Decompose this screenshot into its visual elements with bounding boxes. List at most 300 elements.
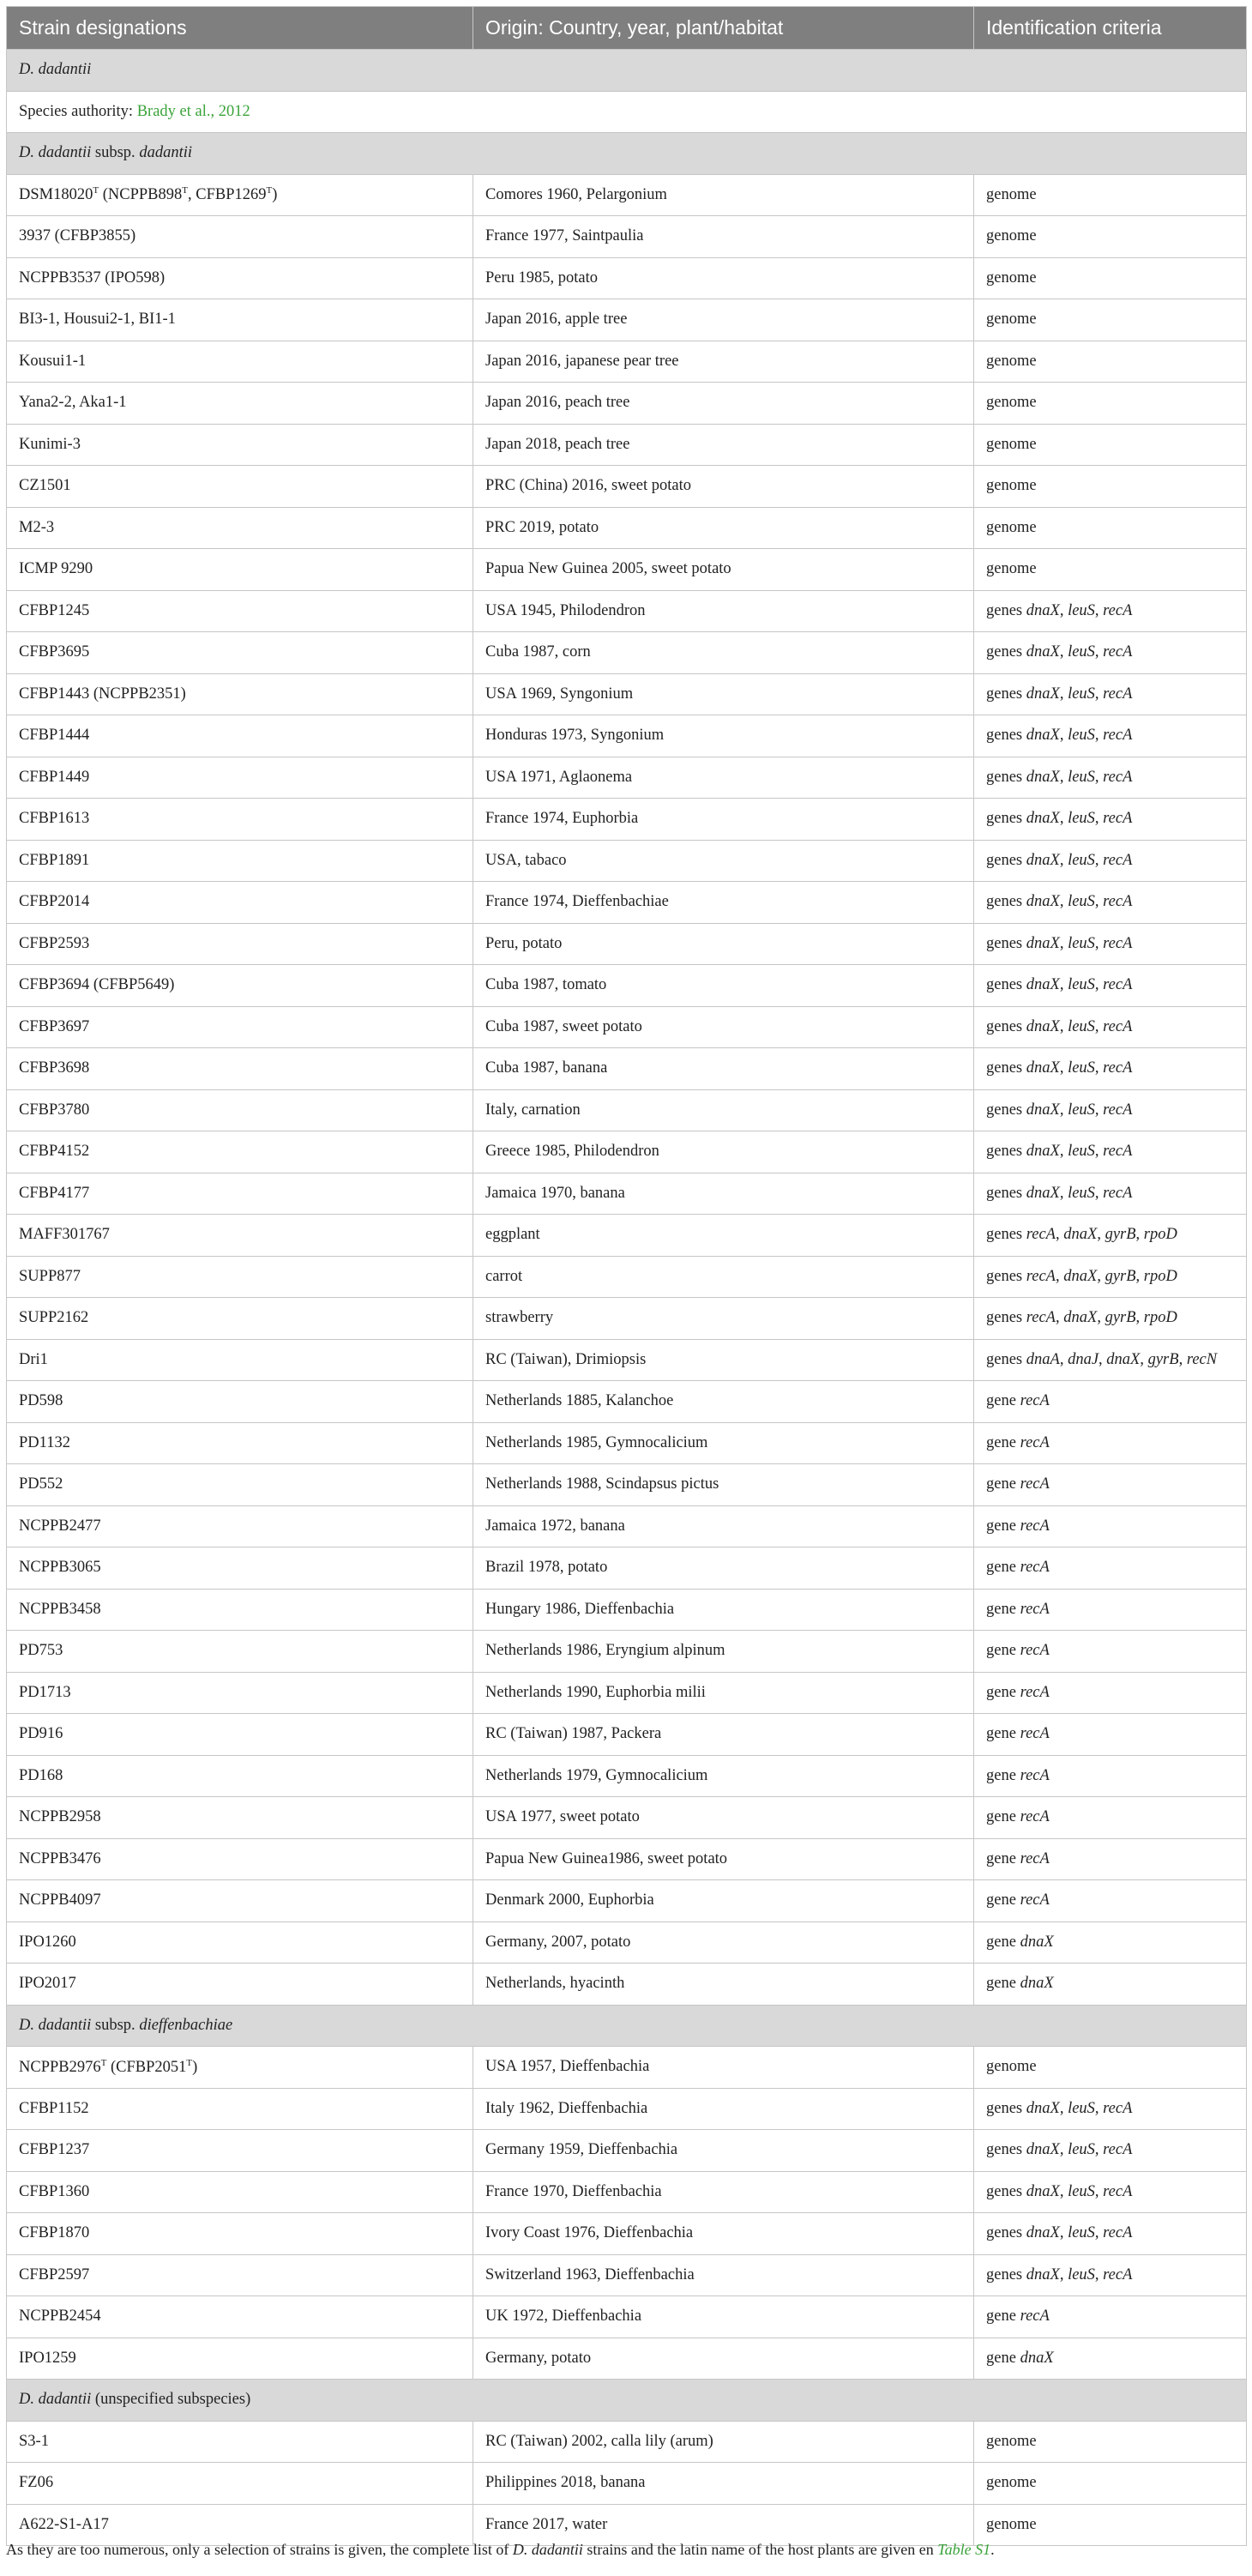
text-run: recA (1020, 1849, 1050, 1867)
criteria-cell (974, 2130, 1247, 2172)
text-run: T (266, 185, 273, 196)
text-run: , (1094, 1017, 1104, 1035)
strain-cell (7, 257, 473, 299)
criteria-cell (974, 174, 1247, 216)
table-row (7, 2296, 1247, 2338)
text-run: genes (986, 1350, 1026, 1368)
strain-cell (7, 2088, 473, 2130)
text-run: PD1713 (19, 1683, 71, 1701)
table-row (7, 2088, 1247, 2130)
text-run: leuS (1068, 976, 1095, 994)
text-run: IPO2017 (19, 1975, 76, 1993)
text-run: genes (986, 727, 1026, 745)
origin-cell: Cuba 1987, tomato (473, 965, 974, 1007)
table-row (7, 840, 1247, 882)
table-row (7, 257, 1247, 299)
strain-cell (7, 2047, 473, 2089)
text-run: dnaX (1026, 1017, 1060, 1035)
text-run: , (1059, 893, 1068, 911)
text-run: recA (1103, 2099, 1133, 2117)
text-run: CFBP1444 (19, 727, 90, 745)
text-run: genome (986, 518, 1037, 536)
criteria-cell (974, 1964, 1247, 2006)
table-row (7, 923, 1247, 965)
text-run: gene (986, 1642, 1020, 1660)
text-run: dnaX (1026, 685, 1060, 703)
strain-cell (7, 1714, 473, 1756)
strain-cell (7, 1381, 473, 1423)
strain-cell (7, 2171, 473, 2213)
criteria-cell (974, 257, 1247, 299)
text-run: recA (1103, 893, 1133, 911)
criteria-cell (974, 1755, 1247, 1797)
text-run: PD168 (19, 1766, 63, 1784)
text-run: CFBP4177 (19, 1184, 90, 1202)
table-row (7, 673, 1247, 715)
origin-cell: Switzerland 1963, Dieffenbachia (473, 2254, 974, 2296)
table-row (7, 424, 1247, 466)
section-title-subspecies: dieffenbachiae (139, 2016, 233, 2034)
strain-cell (7, 1089, 473, 1131)
table-row (7, 299, 1247, 341)
origin-cell: France 1974, Dieffenbachiae (473, 882, 974, 924)
text-run: genome (986, 268, 1037, 287)
table-row (7, 1298, 1247, 1340)
text-run: genes (986, 851, 1026, 869)
text-run: genome (986, 2515, 1037, 2533)
text-run: leuS (1068, 851, 1095, 869)
text-run: leuS (1068, 2265, 1095, 2283)
text-run: rpoD (1143, 1309, 1177, 1327)
text-run: , (1094, 1143, 1104, 1161)
text-run: , (1135, 1267, 1144, 1285)
origin-cell: Honduras 1973, Syngonium (473, 715, 974, 757)
origin-cell: Netherlands 1979, Gymnocalicium (473, 1755, 974, 1797)
criteria-cell (974, 2463, 1247, 2505)
text-run: genome (986, 311, 1037, 329)
criteria-cell (974, 1672, 1247, 1714)
text-run: , (1094, 727, 1104, 745)
section-title (7, 2380, 1247, 2422)
origin-cell: Japan 2016, peach tree (473, 383, 974, 425)
text-run: recA (1020, 1600, 1050, 1618)
table-row (7, 1964, 1247, 2006)
origin-cell: Netherlands 1885, Kalanchoe (473, 1381, 974, 1423)
origin-cell: Netherlands, hyacinth (473, 1964, 974, 2006)
origin-cell: Italy 1962, Dieffenbachia (473, 2088, 974, 2130)
text-run: leuS (1068, 2224, 1095, 2242)
text-run: NCPPB4097 (19, 1891, 101, 1909)
origin-cell: Hungary 1986, Dieffenbachia (473, 1589, 974, 1631)
text-run: dnaX (1026, 1101, 1060, 1119)
criteria-cell (974, 2421, 1247, 2463)
header-identification-criteria: Identification criteria (974, 7, 1247, 50)
text-run: recA (1103, 727, 1133, 745)
origin-cell: France 2017, water (473, 2504, 974, 2546)
criteria-cell (974, 715, 1247, 757)
footnote-before: As they are too numerous, only a selection of strains is given, the complete list of (6, 2541, 513, 2558)
section-title (7, 133, 1247, 175)
footnote-after: strains and the latin name of the host plants are given en (582, 2541, 938, 2558)
section-title-subspecies: dadantii (139, 144, 192, 162)
text-run: genes (986, 601, 1026, 619)
strain-cell (7, 2463, 473, 2505)
origin-cell: carrot (473, 1256, 974, 1298)
table-row (7, 1714, 1247, 1756)
table-footnote (6, 2541, 995, 2559)
origin-cell: PRC 2019, potato (473, 507, 974, 549)
strain-cell (7, 673, 473, 715)
text-run: ICMP 9290 (19, 560, 93, 578)
strain-cell (7, 1589, 473, 1631)
text-run: , (1059, 2099, 1068, 2117)
text-run: dnaX (1026, 643, 1060, 661)
text-run: recA (1020, 1475, 1050, 1493)
text-run: dnaX (1106, 1350, 1141, 1368)
criteria-cell (974, 1215, 1247, 1257)
table-row (7, 1256, 1247, 1298)
text-run: ) (272, 186, 278, 204)
origin-cell: Germany, potato (473, 2338, 974, 2380)
origin-cell: RC (Taiwan) 1987, Packera (473, 1714, 974, 1756)
text-run: leuS (1068, 2099, 1095, 2117)
text-run: dnaX (1026, 1143, 1060, 1161)
text-run: recA (1020, 1725, 1050, 1743)
text-run: gene (986, 1433, 1020, 1451)
origin-cell: USA 1977, sweet potato (473, 1797, 974, 1839)
text-run: T (100, 2057, 107, 2068)
criteria-cell (974, 2213, 1247, 2255)
text-run: PD1132 (19, 1433, 70, 1451)
text-run: dnaX (1026, 2224, 1060, 2242)
text-run: recA (1020, 1808, 1050, 1826)
criteria-cell (974, 1006, 1247, 1048)
criteria-cell (974, 1339, 1247, 1381)
criteria-cell (974, 2088, 1247, 2130)
header-origin: Origin: Country, year, plant/habitat (473, 7, 974, 50)
strain-cell (7, 965, 473, 1007)
criteria-cell (974, 341, 1247, 383)
strain-cell (7, 1547, 473, 1590)
text-run: genome (986, 185, 1037, 203)
strain-cell (7, 507, 473, 549)
criteria-cell (974, 2047, 1247, 2089)
text-run: dnaX (1026, 727, 1060, 745)
text-run: SUPP2162 (19, 1309, 89, 1327)
text-run: DSM18020 (19, 186, 93, 204)
text-run: genes (986, 2182, 1026, 2200)
table-row (7, 965, 1247, 1007)
text-run: recA (1103, 810, 1133, 828)
strain-cell (7, 1048, 473, 1090)
criteria-cell (974, 965, 1247, 1007)
strain-cell (7, 1880, 473, 1922)
text-run: , (1059, 851, 1068, 869)
text-run: gene (986, 1725, 1020, 1743)
text-run: recA (1103, 1059, 1133, 1077)
text-run: recA (1026, 1226, 1056, 1244)
text-run: PD753 (19, 1642, 63, 1660)
species-name: D. dadantii (19, 61, 92, 79)
criteria-cell (974, 632, 1247, 674)
strain-cell (7, 1298, 473, 1340)
strain-cell (7, 466, 473, 508)
text-run: genome (986, 560, 1037, 578)
section-title-species: D. dadantii (19, 2016, 92, 2034)
authority-link[interactable]: Brady et al., 2012 (136, 102, 250, 120)
text-run: , CFBP1269 (187, 186, 267, 204)
strain-cell (7, 174, 473, 216)
text-run: , (1059, 934, 1068, 952)
text-run: recA (1103, 2141, 1133, 2159)
criteria-cell (974, 2338, 1247, 2380)
text-run: genes (986, 1184, 1026, 1202)
species-title (7, 50, 1247, 92)
criteria-cell (974, 2171, 1247, 2213)
text-run: , (1094, 643, 1104, 661)
strain-cell (7, 1339, 473, 1381)
text-run: , (1059, 2265, 1068, 2283)
text-run: recA (1103, 1143, 1133, 1161)
text-run: , (1056, 1309, 1064, 1327)
table-row (7, 757, 1247, 799)
text-run: gyrB (1105, 1226, 1136, 1244)
footnote-table-link[interactable]: Table S1 (937, 2541, 991, 2558)
criteria-cell (974, 1422, 1247, 1464)
text-run: CFBP3780 (19, 1101, 90, 1119)
text-run: (NCPPB898 (99, 186, 183, 204)
text-run: NCPPB2477 (19, 1517, 101, 1535)
text-run: recA (1103, 934, 1133, 952)
text-run: IPO1259 (19, 2349, 76, 2367)
text-run: recA (1103, 1101, 1133, 1119)
origin-cell: Jamaica 1970, banana (473, 1173, 974, 1215)
table-row (7, 2171, 1247, 2213)
origin-cell: UK 1972, Dieffenbachia (473, 2296, 974, 2338)
text-run: A622-S1-A17 (19, 2515, 109, 2533)
table-row (7, 2504, 1247, 2546)
criteria-cell (974, 673, 1247, 715)
origin-cell: Cuba 1987, corn (473, 632, 974, 674)
strain-cell (7, 1422, 473, 1464)
text-run: CFBP1870 (19, 2224, 90, 2242)
section-title-species: D. dadantii (19, 144, 92, 162)
table-row (7, 2338, 1247, 2380)
text-run: CFBP1152 (19, 2099, 89, 2117)
strain-cell (7, 1505, 473, 1547)
text-run: , (1140, 1350, 1148, 1368)
text-run: CFBP1613 (19, 810, 90, 828)
text-run: dnaX (1026, 976, 1060, 994)
origin-cell: eggplant (473, 1215, 974, 1257)
text-run: NCPPB2976 (19, 2058, 101, 2076)
text-run: genome (986, 227, 1037, 245)
text-run: dnaX (1026, 934, 1060, 952)
table-row (7, 1589, 1247, 1631)
origin-cell: Philippines 2018, banana (473, 2463, 974, 2505)
table-row (7, 1755, 1247, 1797)
text-run: dnaX (1026, 810, 1060, 828)
criteria-cell (974, 1131, 1247, 1173)
origin-cell: Germany, 2007, potato (473, 1921, 974, 1964)
text-run: , (1094, 601, 1104, 619)
text-run: genome (986, 2058, 1037, 2076)
text-run: genes (986, 2265, 1026, 2283)
text-run: genes (986, 1017, 1026, 1035)
table-row (7, 466, 1247, 508)
text-run: , (1059, 1184, 1068, 1202)
text-run: genes (986, 893, 1026, 911)
table-row (7, 507, 1247, 549)
text-run: gene (986, 1766, 1020, 1784)
strain-cell (7, 799, 473, 841)
origin-cell: PRC (China) 2016, sweet potato (473, 466, 974, 508)
text-run: CFBP3697 (19, 1017, 90, 1035)
text-run: PD552 (19, 1475, 63, 1493)
strain-table (6, 6, 1247, 2546)
text-run: , (1059, 601, 1068, 619)
origin-cell: Papua New Guinea 2005, sweet potato (473, 549, 974, 591)
table-row (7, 1422, 1247, 1464)
text-run: gene (986, 1849, 1020, 1867)
strain-cell (7, 2421, 473, 2463)
text-run: , (1094, 1184, 1104, 1202)
criteria-cell (974, 840, 1247, 882)
origin-cell: Jamaica 1972, banana (473, 1505, 974, 1547)
section-row-species (7, 50, 1247, 92)
text-run: , (1097, 1267, 1105, 1285)
text-run: genes (986, 976, 1026, 994)
criteria-cell (974, 549, 1247, 591)
text-run: recA (1020, 2308, 1050, 2326)
origin-cell: France 1970, Dieffenbachia (473, 2171, 974, 2213)
strain-cell (7, 1631, 473, 1673)
text-run: , (1094, 2182, 1104, 2200)
text-run: CFBP1360 (19, 2182, 90, 2200)
text-run: , (1094, 810, 1104, 828)
text-run: (CFBP2051 (106, 2058, 187, 2076)
table-row (7, 1921, 1247, 1964)
table-row (7, 1048, 1247, 1090)
text-run: , (1094, 934, 1104, 952)
text-run: genome (986, 2432, 1037, 2450)
strain-cell (7, 383, 473, 425)
text-run: dnaX (1063, 1226, 1098, 1244)
section-row (7, 133, 1247, 175)
text-run: gene (986, 2349, 1020, 2367)
table-row (7, 799, 1247, 841)
text-run: , (1059, 1017, 1068, 1035)
origin-cell: strawberry (473, 1298, 974, 1340)
text-run: CFBP3698 (19, 1059, 90, 1077)
origin-cell: Denmark 2000, Euphorbia (473, 1880, 974, 1922)
criteria-cell (974, 466, 1247, 508)
text-run: , (1059, 685, 1068, 703)
criteria-cell (974, 424, 1247, 466)
text-run: rpoD (1143, 1267, 1177, 1285)
origin-cell: Germany 1959, Dieffenbachia (473, 2130, 974, 2172)
text-run: leuS (1068, 601, 1095, 619)
table-row (7, 1547, 1247, 1590)
criteria-cell (974, 1256, 1247, 1298)
origin-cell: Italy, carnation (473, 1089, 974, 1131)
text-run: CFBP4152 (19, 1143, 90, 1161)
text-run: NCPPB3537 (IPO598) (19, 268, 166, 287)
strain-cell (7, 1256, 473, 1298)
table-body (7, 50, 1247, 2546)
text-run: recN (1186, 1350, 1218, 1368)
origin-cell: Peru, potato (473, 923, 974, 965)
section-title-rank: subsp. (91, 144, 140, 162)
text-run: , (1059, 976, 1068, 994)
text-run: , (1099, 1350, 1107, 1368)
text-run: dnaX (1020, 1933, 1054, 1951)
criteria-cell (974, 1298, 1247, 1340)
text-run: recA (1020, 1766, 1050, 1784)
text-run: NCPPB3065 (19, 1559, 101, 1577)
text-run: Kunimi-3 (19, 435, 81, 453)
strain-cell (7, 2296, 473, 2338)
text-run: CFBP1891 (19, 851, 90, 869)
text-run: leuS (1068, 1101, 1095, 1119)
section-row (7, 2380, 1247, 2422)
criteria-cell (974, 1797, 1247, 1839)
text-run: , (1094, 851, 1104, 869)
table-row (7, 2213, 1247, 2255)
text-run: gene (986, 1517, 1020, 1535)
origin-cell: USA 1969, Syngonium (473, 673, 974, 715)
text-run: leuS (1068, 2182, 1095, 2200)
text-run: recA (1020, 1683, 1050, 1701)
table-row (7, 1131, 1247, 1173)
strain-cell (7, 2254, 473, 2296)
text-run: CFBP2597 (19, 2265, 90, 2283)
authority-label: Species authority: (19, 102, 137, 120)
section-title-rank: (unspecified subspecies) (91, 2391, 251, 2409)
text-run: , (1135, 1226, 1144, 1244)
criteria-cell (974, 1589, 1247, 1631)
text-run: recA (1103, 976, 1133, 994)
text-run: genes (986, 643, 1026, 661)
table-row (7, 590, 1247, 632)
text-run: CFBP2593 (19, 934, 90, 952)
section-title-rank: subsp. (91, 2016, 140, 2034)
text-run: genes (986, 1101, 1026, 1119)
table-row (7, 1089, 1247, 1131)
text-run: , (1059, 1059, 1068, 1077)
text-run: recA (1020, 1433, 1050, 1451)
table-row (7, 1838, 1247, 1880)
origin-cell: Cuba 1987, sweet potato (473, 1006, 974, 1048)
text-run: dnaX (1026, 601, 1060, 619)
text-run: , (1094, 976, 1104, 994)
text-run: recA (1103, 685, 1133, 703)
text-run: , (1059, 1350, 1068, 1368)
criteria-cell (974, 1464, 1247, 1506)
criteria-cell (974, 2254, 1247, 2296)
text-run: , (1059, 643, 1068, 661)
criteria-cell (974, 1631, 1247, 1673)
strain-cell (7, 2338, 473, 2380)
text-run: gene (986, 1683, 1020, 1701)
table-row (7, 1631, 1247, 1673)
criteria-cell (974, 1505, 1247, 1547)
table-row (7, 1672, 1247, 1714)
text-run: recA (1103, 1017, 1133, 1035)
table-row (7, 1797, 1247, 1839)
text-run: dnaJ (1068, 1350, 1099, 1368)
text-run: PD598 (19, 1392, 63, 1410)
